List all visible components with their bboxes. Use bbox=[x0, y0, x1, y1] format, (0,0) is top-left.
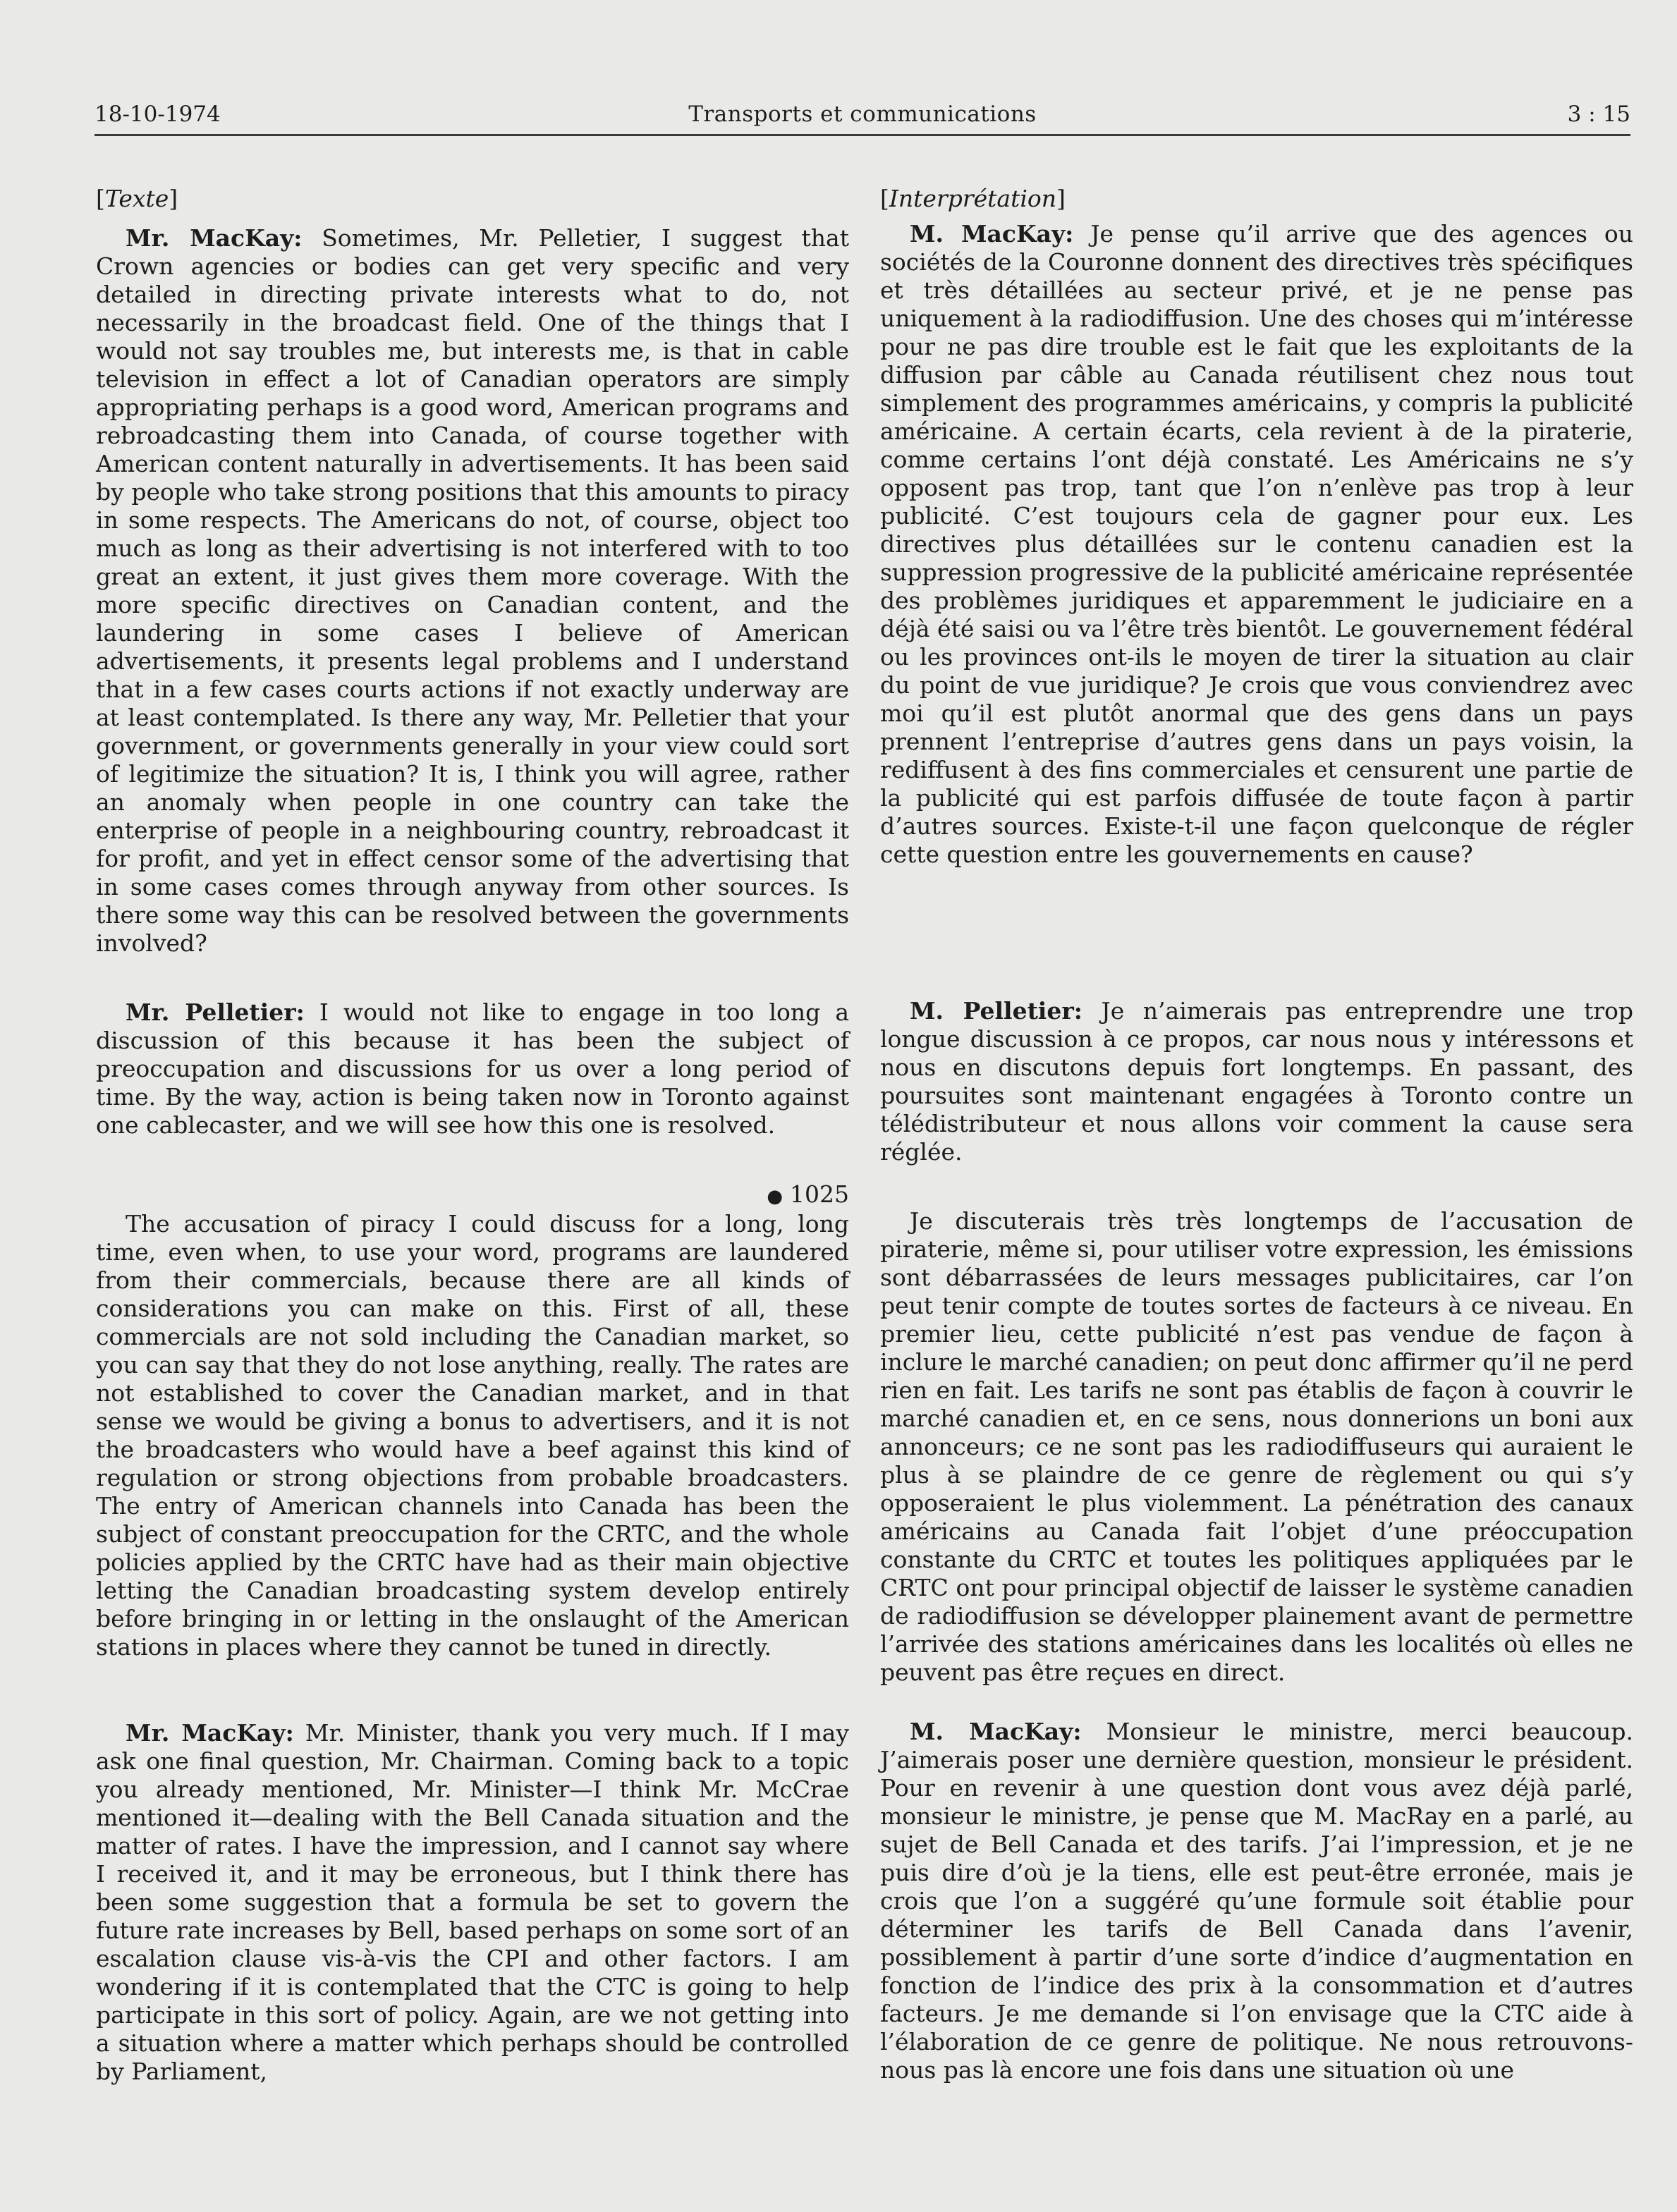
header-page-number: 3 : 15 bbox=[1567, 102, 1630, 127]
page-header bbox=[94, 99, 1630, 136]
header-date: 18-10-1974 bbox=[94, 102, 221, 127]
paragraph-mackay-final-question bbox=[96, 1719, 849, 2086]
paragraph-text: I would not like to engage in too long a discussion of this because it has been the subject of preoccupation and discussions for us over a long period of time. By the way, action is being taken now in Toronto against one cablecaster, and we will see how this one is resolved. bbox=[96, 998, 850, 1139]
speaker-name: Mr. MacKay: bbox=[126, 1719, 294, 1747]
time-marker bbox=[96, 1180, 849, 1211]
paragraph-text: Mr. Minister, thank you very much. If I may ask one final question, Mr. Chairman. Coming back to a topic you already mentioned, Mr. Minister—I think Mr. McCrae mentioned it—dealing with the Bell Canada situation and the matter of rates. I have the impression, and I cannot say where I received it, and it may be erroneous, but I think there has been some suggestion that a formula be set to govern the future rate increases by Bell, based perhaps on some sort of an escalation clause vis-à-vis the CPI and other factors. I am wondering if it is contemplated that the CTC is going to help participate in this sort of policy. Again, are we not getting into a situation where a matter which perhaps should be controlled by Parliament, bbox=[96, 1719, 849, 2085]
paragraph-text: Monsieur le ministre, merci beaucoup. J’aimerais poser une dernière question, monsieur le président. Pour en revenir à une question dont vous avez déjà parlé, monsieur le ministre, je pense que M. MacRay en a parlé, au sujet de Bell Canada et des tarifs. J’ai l’impression, et je ne puis dire d’où je la tiens, elle est peut-être erronée, mais je crois que l’on a suggéré qu’une formule soit établie pour déterminer les tarifs de Bell Canada dans l’avenir, possiblement à partir d’une sorte d’indice d’augmentation en fonction de l’indice des prix à la consommation et d’autres facteurs. Je me demande si l’on envisage que la CTC aide à l’élaboration de ce genre de politique. Ne nous retrouvons-nous pas là encore une fois dans une situation où une bbox=[880, 1718, 1633, 2084]
paragraph-pelletier-continued-fr bbox=[880, 1207, 1633, 1687]
section-tag: [Texte] bbox=[96, 185, 178, 212]
speaker-name: M. Pelletier: bbox=[910, 997, 1083, 1025]
section-tag-text: Interprétation bbox=[889, 185, 1057, 212]
paragraph-text: Je discuterais très très longtemps de l’accusation de piraterie, même si, pour utiliser votre expression, les émissions sont débarrassées de leurs messages publicitaires, car l’on peut tenir compte de toutes sortes de facteurs à ce niveau. En premier lieu, cette publicité n’est pas vendue de façon à inclure le marché canadien; on peut donc affirmer qu’il ne perd rien en fait. Les tarifs ne sont pas établis de façon à couvrir le marché canadien et, en ce sens, nous donnerions un boni aux annonceurs; ce ne sont pas les radiodiffuseurs qui auraient le plus à se plaindre de ce genre de règlement ou qui s’y opposeraient le plus violemment. La pénétration des canaux américains au Canada fait l’objet d’une préoccupation constante du CRTC et toutes les politiques appliquées par le CRTC ont pour principal objectif de laisser le système canadien de radiodiffusion se développer plainement avant de permettre l’arrivée des stations américaines dans les localités où elles ne peuvent pas être reçues en direct. bbox=[880, 1207, 1633, 1686]
speaker-name: M. MacKay: bbox=[910, 1718, 1082, 1745]
speaker-name: Mr. Pelletier: bbox=[126, 998, 305, 1026]
paragraph-pelletier-answer bbox=[96, 998, 849, 1139]
time-marker-text: 1025 bbox=[790, 1180, 849, 1208]
paragraph-text: Je pense qu’il arrive que des agences ou sociétés de la Couronne donnent des directives très spécifiques et très détaillées au secteur privé, et je ne pense pas uniquement à la radiodiffusion. Une des choses qui m’intéresse pour ne pas dire trouble est le fait que les exploitants de la diffusion par câble au Canada réutilisent chez nous tout simplement des programmes américains, y compris la publicité américaine. A certain écarts, cela revient à de la piraterie, comme certains l’ont déjà constaté. Les Américains ne s’y opposent pas trop, tant que l’on n’enlève pas trop à leur publicité. C’est toujours cela de gagner pour eux. Les directives plus détaillées sur le contenu canadien est la suppression progressive de la publicité américaine représentée des problèmes juridiques et apparemment le judiciaire en a déjà été saisi ou va l’être très bientôt. Le gouvernement fédéral ou les provinces ont-ils le moyen de tirer la situation au clair du point de vue juridique? Je crois que vous conviendrez avec moi qu’il est plutôt anormal que des gens dans un pays prennent l’entreprise d’autres gens dans un pays voisin, la rediffusent à des fins commerciales et censurent une partie de la publicité qui est parfois diffusée de toute façon à partir d’autres sources. Existe-t-il une façon quelconque de régler cette question entre les gouvernements en cause? bbox=[880, 220, 1634, 868]
paragraph-pelletier-answer-fr bbox=[880, 997, 1633, 1166]
speaker-name: M. MacKay: bbox=[910, 220, 1074, 248]
paragraph-mackay-final-question-fr bbox=[880, 1718, 1633, 2084]
paragraph-text: Sometimes, Mr. Pelletier, I suggest that Crown agencies or bodies can get very specific and very detailed in directing private interests what to do, not necessarily in the broadcast field. One of the things that I would not say troubles me, but interests me, is that in cable television in effect a lot of Canadian operators are simply appropriating perhaps is a good word, American programs and rebroadcasting them into Canada, of course together with American content naturally in advertisements. It has been said by people who take strong positions that this amounts to piracy in some respects. The Americans do not, of course, object too much as long as their advertising is not interfered with to too great an extent, it just gives them more coverage. With the more specific directives on Canadian content, and the laundering in some cases I believe of American advertisements, it presents legal problems and I understand that in a few cases courts actions if not exactly underway are at least contemplated. Is there any way, Mr. Pelletier that your government, or governments generally in your view could sort of legitimize the situation? It is, I think you will agree, rather an anomaly when people in one country can take the enterprise of people in a neighbouring country, rebroadcast it for profit, and yet in effect censor some of the advertising that in some cases comes through anyway from other sources. Is there some way this can be resolved between the governments involved? bbox=[96, 224, 849, 957]
paragraph-mackay-question-fr bbox=[880, 220, 1633, 869]
header-title: Transports et communications bbox=[688, 102, 1037, 127]
paragraph-text: The accusation of piracy I could discuss for a long, long time, even when, to use your word, programs are laundered from their commercials, because there are all kinds of considerations you can make on this. First of all, these commercials are not sold including the Canadian market, so you can say that they do not lose anything, really. The rates are not established to cover the Canadian market, and in that sense we would be giving a bonus to advertisers, and it is not the broadcasters who would have a beef against this kind of regulation or strong objections from probable broadcasters. The entry of American channels into Canada has been the subject of constant preoccupation for the CRTC, and the whole policies applied by the CRTC have had as their main objective letting the Canadian broadcasting system develop entirely before bringing in or letting in the onslaught of the American stations in places where they cannot be tuned in directly. bbox=[96, 1210, 849, 1661]
paragraph-mackay-question bbox=[96, 224, 849, 958]
section-tag: [Interprétation] bbox=[880, 185, 1066, 212]
paragraph-pelletier-continued bbox=[96, 1210, 849, 1661]
paragraph-text: Je n’aimerais pas entreprendre une trop longue discussion à ce propos, car nous nous y intéressons et nous en discutons depuis fort longtemps. En passant, des poursuites sont maintenant engagées à Toronto contre un télédistributeur et nous allons voir comment la cause sera réglée. bbox=[880, 997, 1633, 1166]
speaker-name: Mr. MacKay: bbox=[126, 224, 303, 252]
bullet-icon: ● bbox=[767, 1186, 783, 1207]
section-tag-text: Texte bbox=[104, 185, 169, 212]
